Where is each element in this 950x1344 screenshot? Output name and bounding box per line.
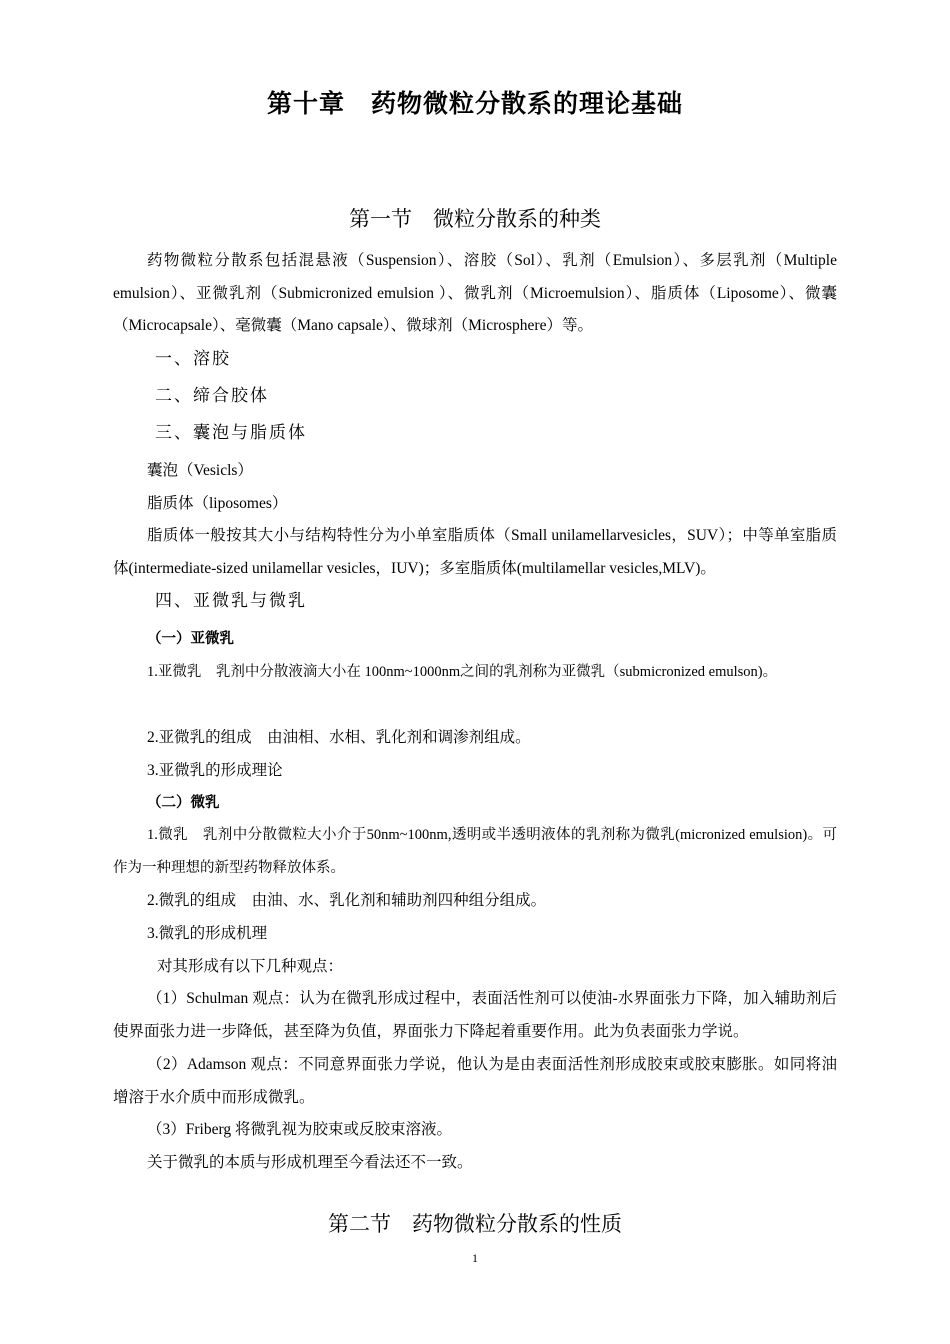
vesicle-line: 囊泡（Vesicls） <box>147 462 253 479</box>
microemulsion-definition: 1.微乳 乳剂中分散微粒大小介于50nm~100nm,透明或半透明液体的乳剂称为微乳(micronized emulsion)。可作为一种理想的新型药物释放体系。 <box>113 827 837 876</box>
liposome-paragraph: 脂质体一般按其大小与结构特性分为小单室脂质体（Small unilamellarvesicles，SUV）；中等单室脂质体(intermediate-sized unilamellar vesicles，IUV)；多室脂质体(multilamellar vesicles,MLV)。 <box>113 527 837 577</box>
microemulsion-mechanism: 3.微乳的形成机理 <box>147 925 268 942</box>
submicroemulsion-theory: 3.亚微乳的形成理论 <box>147 762 283 779</box>
heading-sol: 一、溶胶 <box>155 349 231 368</box>
intro-paragraph: 药物微粒分散系包括混悬液（Suspension）、溶胶（Sol）、乳剂（Emulsion）、多层乳剂（Multiple emulsion）、亚微乳剂（Submicronized emulsion ）、微乳剂（Microemulsion）、脂质体（Liposome）、微囊（Microcapsale）、毫微囊（Mano capsale）、微球剂（Microsphere）等。 <box>113 252 837 334</box>
section-1-title: 第一节 微粒分散系的种类 <box>349 207 601 231</box>
subheading-submicroemulsion: （一）亚微乳 <box>147 631 234 647</box>
submicroemulsion-composition: 2.亚微乳的组成 由油相、水相、乳化剂和调渗剂组成。 <box>147 729 531 746</box>
view-friberg: （3）Friberg 将微乳视为胶束或反胶束溶液。 <box>147 1121 452 1138</box>
submicroemulsion-definition: 1.亚微乳 乳剂中分散液滴大小在 100nm~1000nm之间的乳剂称为亚微乳（submicronized emulson)。 <box>147 664 778 680</box>
heading-association-colloid: 二、缔合胶体 <box>155 386 269 405</box>
views-intro: 对其形成有以下几种观点： <box>157 958 344 975</box>
liposome-line: 脂质体（liposomes） <box>147 495 288 512</box>
microemulsion-composition: 2.微乳的组成 由油、水、乳化剂和辅助剂四种组分组成。 <box>147 892 547 909</box>
heading-vesicle-liposome: 三、囊泡与脂质体 <box>155 423 307 442</box>
view-schulman: （1）Schulman 观点：认为在微乳形成过程中，表面活性剂可以使油-水界面张力下降，加入辅助剂后使界面张力进一步降低，甚至降为负值，界面张力下降起着重要作用。此为负表面张力学说。 <box>113 990 837 1040</box>
conclusion-line: 关于微乳的本质与形成机理至今看法还不一致。 <box>147 1154 473 1171</box>
heading-submicro-microemulsion: 四、亚微乳与微乳 <box>155 591 307 610</box>
subheading-microemulsion: （二）微乳 <box>147 795 220 811</box>
section-2-title: 第二节 药物微粒分散系的性质 <box>328 1212 622 1236</box>
page-number: 1 <box>472 1251 478 1265</box>
view-adamson: （2）Adamson 观点：不同意界面张力学说，他认为是由表面活性剂形成胶束或胶束膨胀。如同将油增溶于水介质中而形成微乳。 <box>113 1056 837 1106</box>
chapter-title: 第十章 药物微粒分散系的理论基础 <box>266 89 683 118</box>
